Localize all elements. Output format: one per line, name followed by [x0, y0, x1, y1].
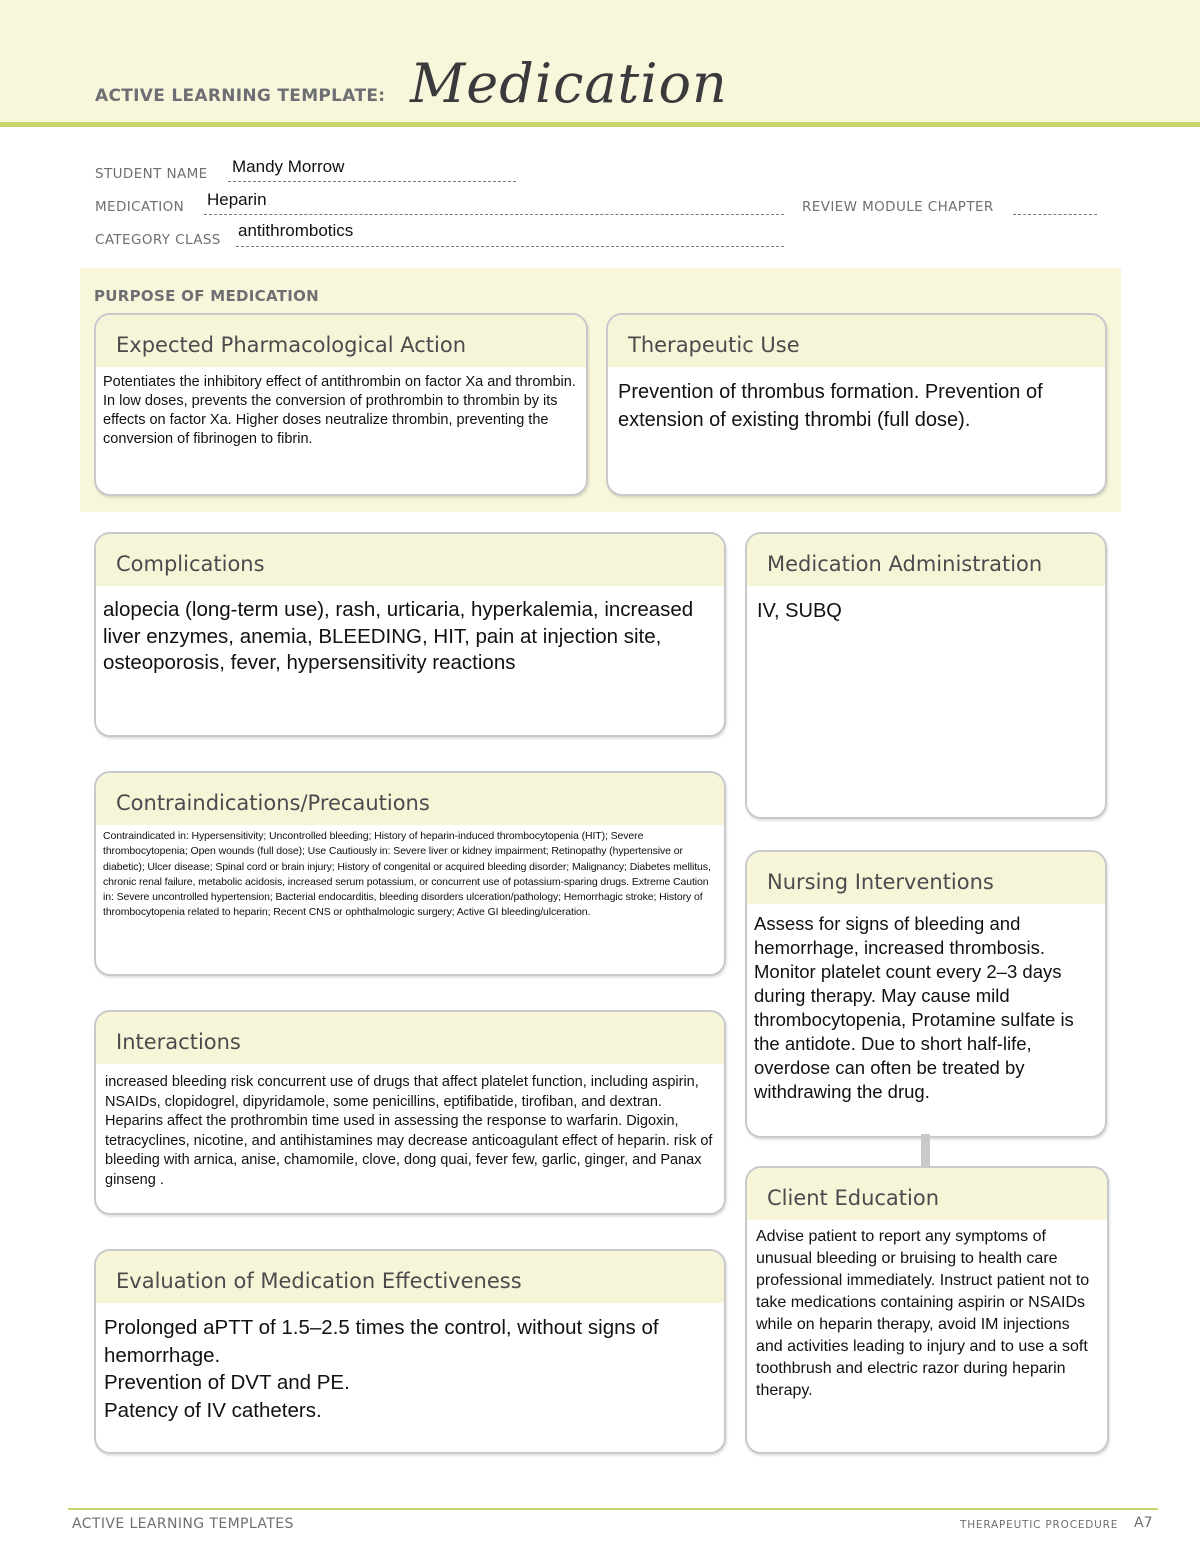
medication-value[interactable]: Heparin	[207, 190, 267, 209]
complications-heading: Complications	[96, 534, 724, 586]
therapeutic-use-heading: Therapeutic Use	[608, 315, 1105, 367]
evaluation-line: Prolonged aPTT of 1.5–2.5 times the control, without signs of hemorrhage.	[104, 1316, 659, 1367]
review-module-line	[1013, 214, 1097, 215]
nursing-heading: Nursing Interventions	[747, 852, 1105, 904]
expected-action-box	[94, 313, 588, 496]
evaluation-body	[96, 1303, 724, 1424]
category-class-value[interactable]: antithrombotics	[238, 221, 354, 240]
evaluation-line: Patency of IV catheters.	[104, 1398, 322, 1422]
contraindications-text: Contraindicated in: Hypersensitivity; Uncontrolled bleeding; History of heparin-induced thrombocytopenia (HIT); Severe thrombocytopenia; Open wounds (full dose); Use Cautiously in: Severe liver or kidney impairment; Retinopathy (hypertensive or diabetic); Ulcer disease; Spinal cord or brain injury; History of congenital or acquired bleeding disorder; Malignancy; Diabetes mellitus, chronic renal failure, metabolic acidosis, increased serum potassium, or concurrent use of potassium-sparing drugs. Extreme Caution in: Severe uncontrolled hypertension; Bacterial endocarditis, bleeding disorders ulceration/pathology; Hemorrhagic stroke; History of thrombocytopenia related to heparin; Recent CNS or ophthalmologic surgery; Active GI bleeding/ulceration.	[103, 830, 711, 919]
evaluation-line: Prevention of DVT and PE.	[104, 1371, 350, 1394]
page-number: A7	[1134, 1515, 1153, 1531]
connector-bar	[921, 1134, 930, 1166]
complications-box	[94, 532, 726, 737]
evaluation-box	[94, 1249, 726, 1454]
header-rule	[0, 122, 1200, 127]
administration-box	[745, 532, 1107, 819]
review-module-label: REVIEW MODULE CHAPTER	[802, 199, 994, 215]
evaluation-heading: Evaluation of Medication Effectiveness	[96, 1251, 724, 1303]
complications-text: alopecia (long-term use), rash, urticaria, hyperkalemia, increased liver enzymes, anemia, BLEEDING, HIT, pain at injection site, osteoporosis, fever, hypersensitivity reactions	[103, 598, 694, 674]
category-class-line	[236, 246, 784, 247]
interactions-heading: Interactions	[96, 1012, 724, 1064]
interactions-text: increased bleeding risk concurrent use of drugs that affect platelet function, including aspirin, NSAIDs, clopidogrel, dipyridamole, some penicillins, eptifibatide, tirofiban, and dextran. Heparins affect the prothrombin time used in assessing the response to warfarin. Digoxin, tetracyclines, nicotine, and antihistamines may decrease anticoagulant effect of heparin. risk of bleeding with arnica, anise, chamomile, clove, dong quai, fever few, garlic, ginger, and Panax ginseng .	[105, 1074, 713, 1188]
contraindications-heading: Contraindications/Precautions	[96, 773, 724, 825]
client-education-heading: Client Education	[747, 1168, 1107, 1220]
administration-text: IV, SUBQ	[757, 600, 842, 622]
client-education-box	[745, 1166, 1109, 1454]
interactions-box	[94, 1010, 726, 1215]
footer-section: THERAPEUTIC PROCEDURE	[960, 1519, 1119, 1531]
nursing-text: Assess for signs of bleeding and hemorrhage, increased thrombosis. Monitor platelet count every 2–3 days during therapy. May cause mild thrombocytopenia, Protamine sulfate is the antidote. Due to short half-life, overdose can often be treated by withdrawing the drug.	[754, 913, 1074, 1102]
expected-action-text: Potentiates the inhibitory effect of antithrombin on factor Xa and thrombin. In low doses, prevents the conversion of prothrombin to thrombin by its effects on factor Xa. Higher doses neutralize thrombin, preventing the conversion of fibrinogen to fibrin.	[103, 374, 576, 447]
contraindications-box	[94, 771, 726, 976]
expected-action-heading: Expected Pharmacological Action	[96, 315, 586, 367]
medication-line	[204, 214, 784, 215]
medication-label: MEDICATION	[95, 199, 185, 215]
footer-rule	[68, 1508, 1158, 1510]
student-name-label: STUDENT NAME	[95, 166, 208, 182]
purpose-title: PURPOSE OF MEDICATION	[94, 287, 320, 305]
nursing-box	[745, 850, 1107, 1138]
footer-label: ACTIVE LEARNING TEMPLATES	[72, 1516, 294, 1532]
page-title: Medication	[410, 52, 728, 115]
student-name-line	[228, 181, 516, 182]
therapeutic-use-text: Prevention of thrombus formation. Prevention of extension of existing thrombi (full dose).	[618, 381, 1043, 431]
therapeutic-use-box	[606, 313, 1107, 496]
student-name-value[interactable]: Mandy Morrow	[232, 157, 345, 176]
administration-heading: Medication Administration	[747, 534, 1105, 586]
category-class-label: CATEGORY CLASS	[95, 232, 221, 248]
client-education-text: Advise patient to report any symptoms of unusual bleeding or bruising to health care professional immediately. Instruct patient not to take medications containing aspirin or NSAIDs while on heparin therapy, avoid IM injections and activities leading to injury and to use a soft toothbrush and electric razor during heparin therapy.	[756, 1228, 1090, 1399]
template-label: ACTIVE LEARNING TEMPLATE:	[95, 86, 386, 106]
